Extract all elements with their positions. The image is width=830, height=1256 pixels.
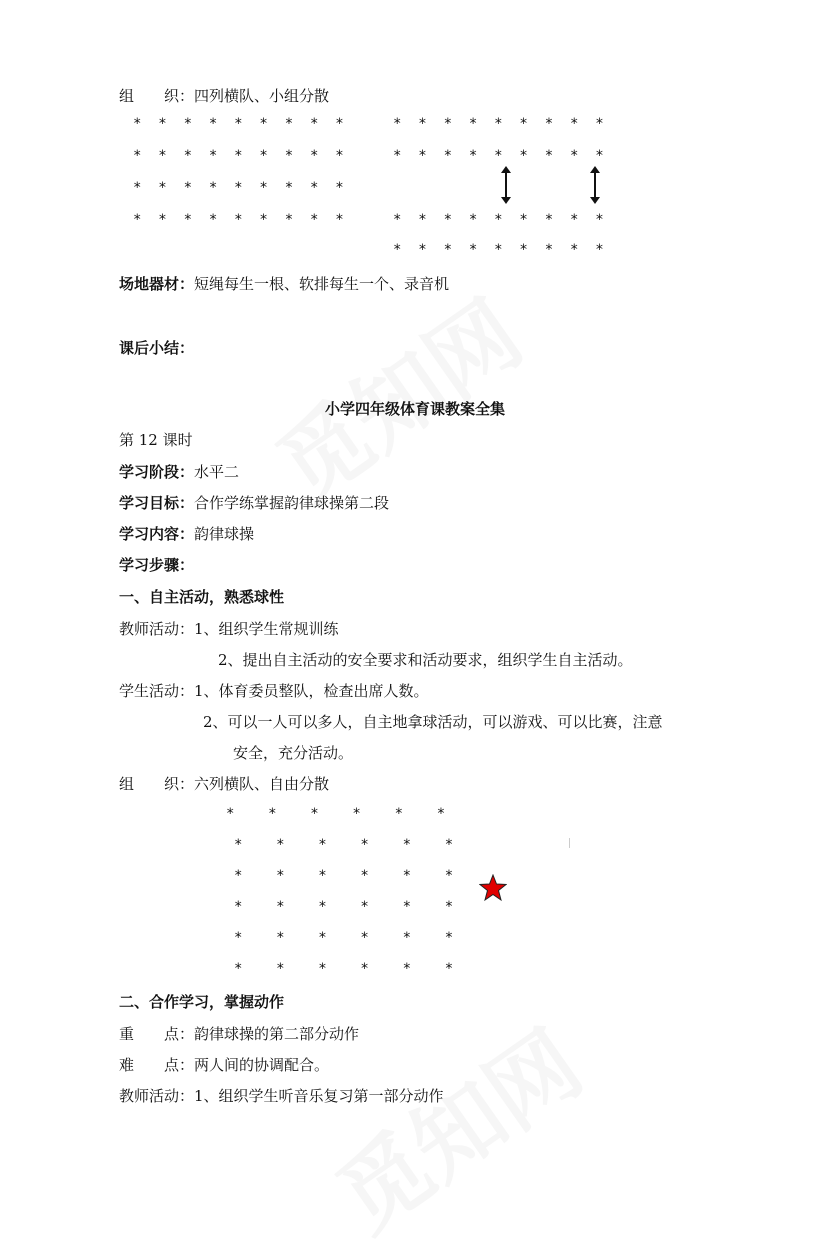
stage-line: [119, 462, 239, 482]
formation-row: * * * * * *: [234, 899, 454, 915]
content-label: 学习内容：: [119, 525, 195, 543]
student-line-1: [119, 681, 429, 701]
watermark: [247, 264, 543, 525]
formation-row: * * * * * *: [234, 837, 454, 853]
venue-value: 短绳每生一根、软排每生一个、录音机: [194, 275, 450, 293]
org-label: 组 织：: [119, 87, 195, 105]
org-label: 组 织：: [119, 775, 195, 793]
formation-right-row: * * * * * * * * *: [393, 116, 604, 132]
formation-row: * * * * * *: [234, 930, 454, 946]
teacher-line-2: [119, 1086, 444, 1106]
student-item: 1、体育委员整队，检查出席人数。: [194, 682, 429, 700]
teacher-star-icon: [479, 874, 507, 902]
formation-right-row: * * * * * * * * *: [393, 148, 604, 164]
difficulty-label: 难 点：: [119, 1056, 195, 1074]
teacher-line-1: [119, 619, 339, 639]
key-label: 重 点：: [119, 1025, 195, 1043]
difficulty-value: 两人间的协调配合。: [194, 1056, 330, 1074]
doc-title: 小学四年级体育课教案全集: [324, 400, 505, 418]
formation-left-row: * * * * * * * * *: [133, 212, 344, 228]
part2-heading: 二、合作学习，掌握动作: [119, 993, 285, 1011]
venue-line: [119, 274, 449, 294]
difficulty-line: [119, 1055, 329, 1075]
venue-label: 场地器材：: [119, 275, 195, 293]
goal-label: 学习目标：: [119, 494, 195, 512]
student-item: 2、可以一人可以多人，自主地拿球活动，可以游戏、可以比赛，注意: [203, 713, 663, 731]
lesson-number: 第 12 课时: [119, 431, 193, 449]
summary-label: 课后小结：: [119, 339, 195, 357]
org-line-a: [119, 86, 329, 106]
double-arrow-icon: [505, 172, 507, 198]
double-arrow-icon: [594, 172, 596, 198]
org-line-b: [119, 774, 329, 794]
teacher-item: 2、提出自主活动的安全要求和活动要求，组织学生自主活动。: [218, 651, 633, 669]
content-value: 韵律球操: [194, 525, 255, 543]
student-item-cont: 安全，充分活动。: [233, 744, 354, 762]
stage-label: 学习阶段：: [119, 463, 195, 481]
student-label: 学生活动：: [119, 682, 195, 700]
org-value: 六列横队、自由分散: [194, 775, 330, 793]
content-line: [119, 524, 254, 544]
formation-right-row: * * * * * * * * *: [393, 212, 604, 228]
teacher-label: 教师活动：: [119, 1087, 195, 1105]
key-value: 韵律球操的第二部分动作: [194, 1025, 360, 1043]
teacher-label: 教师活动：: [119, 620, 195, 638]
part1-heading: 一、自主活动，熟悉球性: [119, 588, 285, 606]
formation-left-row: * * * * * * * * *: [133, 116, 344, 132]
key-line: [119, 1024, 359, 1044]
steps-label: 学习步骤：: [119, 556, 195, 574]
formation-row: * * * * * *: [226, 806, 446, 822]
teacher-item: 1、组织学生听音乐复习第一部分动作: [194, 1087, 444, 1105]
org-value: 四列横队、小组分散: [194, 87, 330, 105]
formation-right-row: * * * * * * * * *: [393, 242, 604, 258]
stage-value: 水平二: [194, 463, 240, 481]
teacher-item: 1、组织学生常规训练: [194, 620, 339, 638]
formation-left-row: * * * * * * * * *: [133, 148, 344, 164]
goal-line: [119, 493, 389, 513]
formation-left-row: * * * * * * * * *: [133, 180, 344, 196]
formation-row: * * * * * *: [234, 961, 454, 977]
formation-row: * * * * * *: [234, 868, 454, 884]
stray-mark: [569, 838, 570, 848]
goal-value: 合作学练掌握韵律球操第二段: [194, 494, 390, 512]
